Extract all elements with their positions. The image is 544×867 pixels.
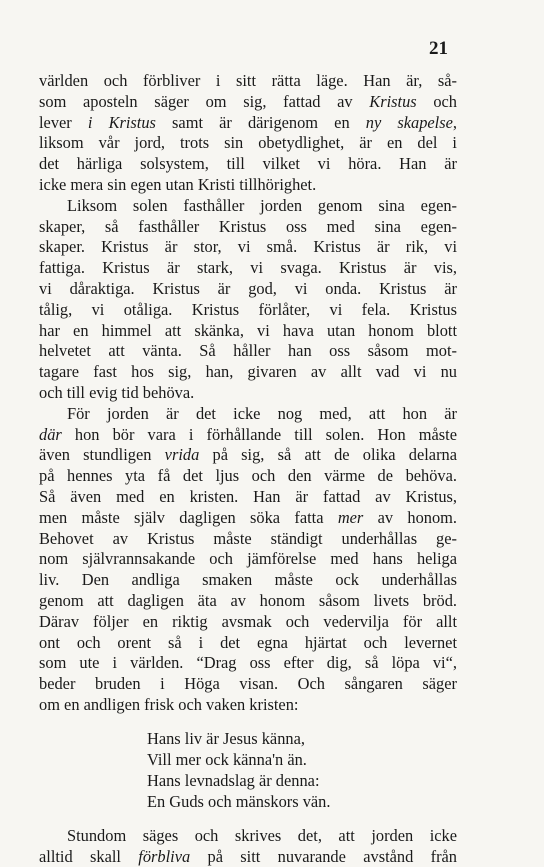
text-line: skaper, så fasthåller Kristus oss med sina egen- xyxy=(39,217,457,238)
text-line: Så även med en kristen. Han är fattad av Kristus, xyxy=(39,487,457,508)
text-line: tålig, vi otåliga. Kristus förlåter, vi fela. Kristus xyxy=(39,300,457,321)
text-line: där hon bör vara i förhållande till solen. Hon måste xyxy=(39,425,457,446)
text-line: världen och förbliver i sitt rätta läge. Han är, så- xyxy=(39,71,457,92)
text-line: liv. Den andliga smaken måste ock underhållas xyxy=(39,570,457,591)
text-line: Liksom solen fasthåller jorden genom sina egen- xyxy=(39,196,457,217)
text-line: nom självrannsakande och jämförelse med hans heliga xyxy=(39,549,457,570)
poem-line: Vill mer ock känna'n än. xyxy=(147,749,457,770)
text-line: och till evig tid behöva. xyxy=(39,383,457,404)
text-line: Stundom säges och skrives det, att jorden icke xyxy=(39,826,457,847)
text-line: skaper. Kristus är stor, vi små. Kristus är rik, vi xyxy=(39,237,457,258)
text-line: det härliga solsystem, till vilket vi höra. Han är xyxy=(39,154,457,175)
text-line: tagare fast hos sig, han, givaren av allt vad vi nu xyxy=(39,362,457,383)
text-line: icke mera sin egen utan Kristi tillhörighet. xyxy=(39,175,457,196)
paragraph-1 xyxy=(39,71,457,196)
poem-line: En Guds och mänskors vän. xyxy=(147,791,457,812)
text-line: som aposteln säger om sig, fattad av Kristus och xyxy=(39,92,457,113)
text-line: Behovet av Kristus måste ständigt underhållas ge- xyxy=(39,529,457,550)
text-line: För jorden är det icke nog med, att hon är xyxy=(39,404,457,425)
text-line: även stundligen vrida på sig, så att de olika delarna xyxy=(39,445,457,466)
page-number: 21 xyxy=(429,38,448,60)
text-line: har en himmel att skänka, vi hava utan honom blott xyxy=(39,321,457,342)
text-line: som ute i världen. “Drag oss efter dig, så löpa vi“, xyxy=(39,653,457,674)
poem-stanza xyxy=(147,728,457,812)
paragraph-4 xyxy=(39,826,457,867)
text-line: om en andligen frisk och vaken kristen: xyxy=(39,695,457,716)
poem-line: Hans levnadslag är denna: xyxy=(147,770,457,791)
text-line: helvetet att vänta. Så håller han oss såsom mot- xyxy=(39,341,457,362)
text-line: beder bruden i Höga visan. Och sångaren säger xyxy=(39,674,457,695)
text-line: liksom vår jord, trots sin obetydlighet, är en del i xyxy=(39,133,457,154)
text-line: vi dåraktiga. Kristus är god, vi onda. Kristus är xyxy=(39,279,457,300)
text-line: alltid skall förbliva på sitt nuvarande avstånd från xyxy=(39,847,457,867)
text-line: genom att dagligen äta av honom såsom livets bröd. xyxy=(39,591,457,612)
text-line: men måste själv dagligen söka fatta mer av honom. xyxy=(39,508,457,529)
paragraph-2 xyxy=(39,196,457,404)
text-line: fattiga. Kristus är stark, vi svaga. Kristus är vis, xyxy=(39,258,457,279)
text-line: lever i Kristus samt är därigenom en ny skapelse, xyxy=(39,113,457,134)
text-line: på hennes yta få det ljus och den värme de behöva. xyxy=(39,466,457,487)
text-line: Därav följer en riktig avsmak och vedervilja för allt xyxy=(39,612,457,633)
paragraph-3 xyxy=(39,404,457,716)
body-text xyxy=(39,71,457,867)
text-line: ont och orent så i det egna hjärtat och levernet xyxy=(39,633,457,654)
poem-line: Hans liv är Jesus känna, xyxy=(147,728,457,749)
